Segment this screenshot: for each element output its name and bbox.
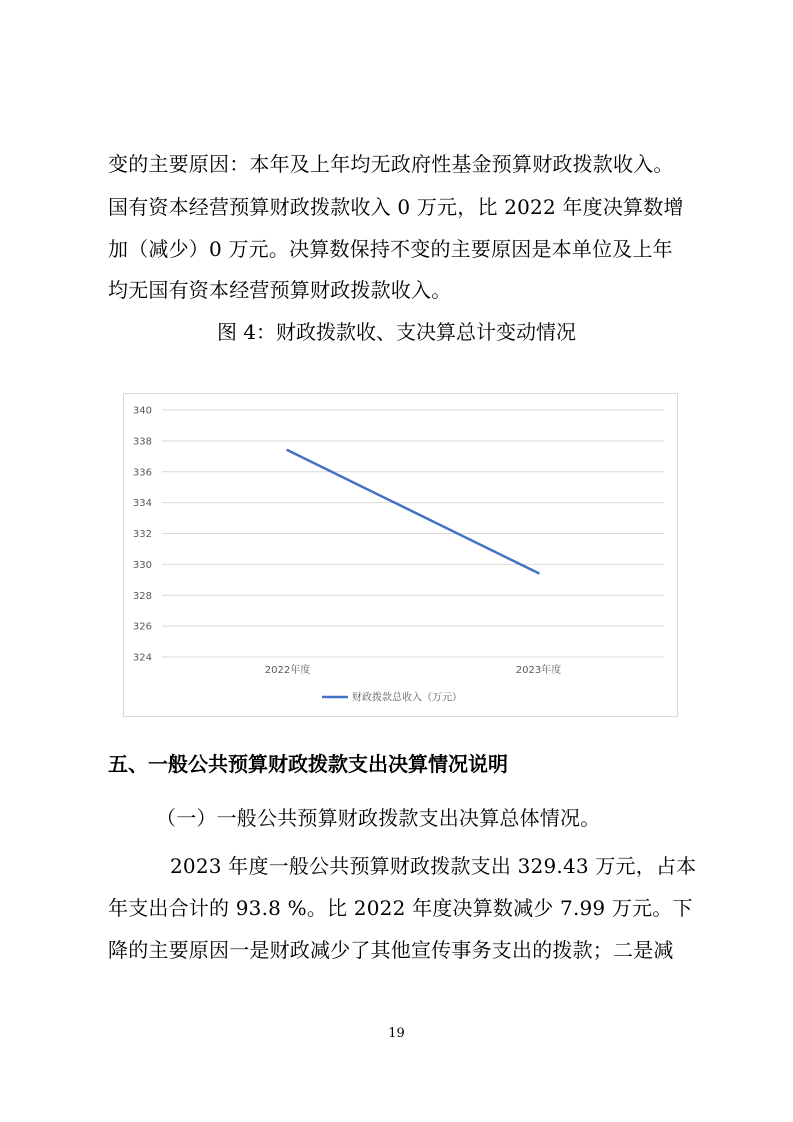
legend-label: 财政拨款总收入（万元） [352,692,462,704]
line-chart [123,393,678,717]
paragraph-line: 均无国有资本经营预算财政拨款收入。 [108,278,452,302]
paragraph-line: 加（减少）0 万元。决算数保持不变的主要原因是本单位及上年 [108,237,673,261]
paragraph-line: 年支出合计的 93.8 %。比 2022 年度决算数减少 7.99 万元。下 [108,896,693,920]
paragraph-line: 国有资本经营预算财政拨款收入 0 万元，比 2022 年度决算数增 [108,195,684,219]
section-heading: 五、一般公共预算财政拨款支出决算情况说明 [108,752,508,776]
page-number: 19 [388,1026,405,1041]
y-tick-label: 330 [132,559,152,571]
y-tick-label: 334 [132,498,152,510]
series-line [288,450,539,573]
y-tick-label: 336 [132,467,152,479]
x-tick-label: 2022年度 [264,665,311,676]
y-tick-label: 338 [132,436,152,448]
chart-canvas [124,394,679,718]
y-tick-label: 324 [132,652,152,664]
subsection-title: （一）一般公共预算财政拨款支出决算总体情况。 [156,806,601,830]
y-tick-label: 340 [132,405,152,417]
y-tick-label: 326 [132,621,152,633]
y-tick-label: 328 [132,590,152,602]
x-tick-label: 2023年度 [515,665,562,676]
paragraph-line: 变的主要原因：本年及上年均无政府性基金预算财政拨款收入。 [108,152,674,176]
paragraph-line: 降的主要原因一是财政减少了其他宣传事务支出的拨款；二是减 [108,938,674,962]
figure-caption: 图 4：财政拨款收、支决算总计变动情况 [216,320,577,344]
paragraph-line: 2023 年度一般公共预算财政拨款支出 329.43 万元，占本 [170,854,697,878]
y-tick-label: 332 [132,529,152,540]
